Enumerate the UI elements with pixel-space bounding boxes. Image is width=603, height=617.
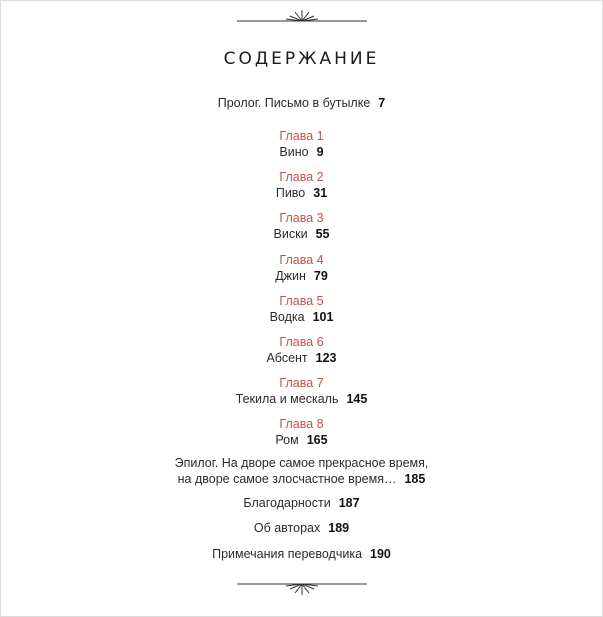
- page-number: 189: [328, 521, 350, 535]
- toc-entry-chapter-1[interactable]: [1, 128, 602, 160]
- toc-entry-chapter-3[interactable]: [1, 210, 602, 242]
- page-number: 190: [370, 547, 391, 561]
- toc-entry-about-authors[interactable]: [1, 520, 602, 536]
- chapter-title: Виски: [273, 227, 308, 241]
- page-number: 187: [338, 496, 360, 510]
- toc-entry-chapter-6[interactable]: [1, 334, 602, 366]
- chapter-title: Вино: [279, 145, 309, 159]
- page-title: СОДЕРЖАНИЕ: [223, 49, 380, 69]
- chapter-title: Джин: [275, 269, 306, 283]
- chapter-title: Текила и мескаль: [235, 392, 339, 406]
- chapter-label: Глава 7: [279, 376, 324, 390]
- toc-entry-prologue[interactable]: [1, 95, 602, 111]
- page-number: 101: [312, 310, 334, 324]
- entry-text: Примечания переводчика: [212, 547, 363, 561]
- entry-text: Об авторах: [253, 521, 321, 535]
- top-ornament-icon: [237, 7, 367, 27]
- page-number: 9: [316, 145, 324, 159]
- epilogue-line-2: на дворе самое злосчастное время…: [177, 472, 397, 486]
- page-number: 145: [346, 392, 368, 406]
- toc-entry-chapter-5[interactable]: [1, 293, 602, 325]
- toc-entry-acknowledgements[interactable]: [1, 495, 602, 511]
- chapter-label: Глава 4: [279, 253, 324, 267]
- chapter-title: Пиво: [275, 186, 306, 200]
- page-number: 55: [315, 227, 330, 241]
- chapter-label: Глава 1: [279, 129, 324, 143]
- chapter-title: Ром: [275, 433, 299, 447]
- bottom-ornament-icon: [237, 576, 367, 596]
- toc-entry-chapter-7[interactable]: [1, 375, 602, 407]
- toc-entry-chapter-4[interactable]: [1, 252, 602, 284]
- chapter-label: Глава 3: [279, 211, 324, 225]
- toc-entry-chapter-8[interactable]: [1, 416, 602, 448]
- page-number: 79: [313, 269, 328, 283]
- toc-entry-epilogue[interactable]: [1, 455, 602, 487]
- chapter-label: Глава 5: [279, 294, 324, 308]
- chapter-title: Абсент: [266, 351, 308, 365]
- toc-entry-translator-notes[interactable]: [1, 546, 602, 562]
- toc-entry-chapter-2[interactable]: [1, 169, 602, 201]
- chapter-label: Глава 2: [279, 170, 324, 184]
- entry-text: Пролог. Письмо в бутылке: [217, 96, 371, 110]
- chapter-label: Глава 6: [279, 335, 324, 349]
- entry-text: Благодарности: [243, 496, 331, 510]
- epilogue-line-1: Эпилог. На дворе самое прекрасное время,: [174, 456, 429, 470]
- page-number: 31: [313, 186, 328, 200]
- page-number: 165: [306, 433, 328, 447]
- page-number: 7: [378, 96, 386, 110]
- page-number: 185: [404, 472, 426, 486]
- page-number: 123: [315, 351, 337, 365]
- chapter-label: Глава 8: [279, 417, 324, 431]
- chapter-title: Водка: [269, 310, 305, 324]
